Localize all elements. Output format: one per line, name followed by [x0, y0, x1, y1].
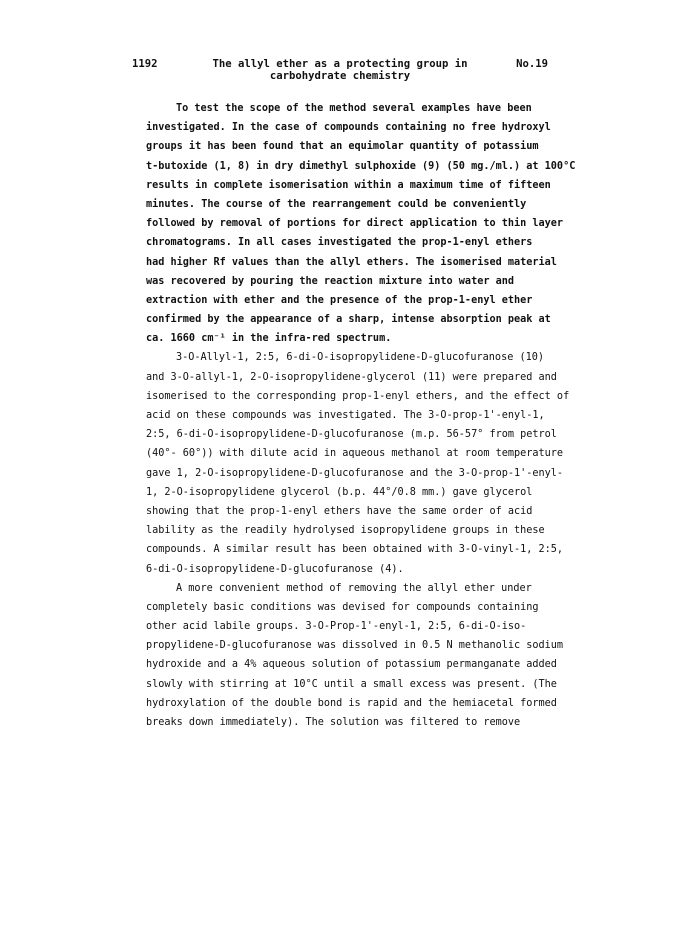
text-line: acid on these compounds was investigated. The 3-O-prop-1'-enyl-1,: [146, 410, 545, 421]
text-line: propylidene-D-glucofuranose was dissolved in 0.5 N methanolic sodium: [146, 640, 564, 652]
text-line: results in complete isomerisation within a maximum time of fifteen: [146, 179, 551, 191]
text-line: 6-di-O-isopropylidene-D-glucofuranose (4).: [146, 563, 404, 575]
text-line: extraction with ether and the presence of the prop-1-enyl ether: [146, 294, 533, 306]
page-number: 1192: [132, 58, 158, 70]
paragraph-3: [146, 579, 564, 733]
running-title-line-2: carbohydrate chemistry: [269, 70, 411, 82]
issue-number: No.19: [516, 58, 548, 70]
text-line: A more convenient method of removing the allyl ether under: [176, 582, 532, 594]
text-line: had higher Rf values than the allyl ethers. The isomerised material: [146, 256, 557, 268]
text-line: compounds. A similar result has been obtained with 3-O-vinyl-1, 2:5,: [146, 544, 564, 556]
text-line: other acid labile groups. 3-O-Prop-1'-enyl-1, 2:5, 6-di-O-iso-: [146, 621, 527, 633]
text-line: To test the scope of the method several examples have been: [176, 103, 532, 114]
text-line: minutes. The course of the rearrangement could be conveniently: [146, 198, 527, 210]
text-line: breaks down immediately). The solution was filtered to remove: [146, 717, 521, 728]
text-line: t-butoxide (1, 8) in dry dimethyl sulphoxide (9) (50 mg./ml.) at 100°C: [146, 160, 576, 172]
text-line: chromatograms. In all cases investigated the prop-1-enyl ethers: [146, 237, 533, 249]
text-line: investigated. In the case of compounds containing no free hydroxyl: [146, 122, 551, 134]
text-line: 3-O-Allyl-1, 2:5, 6-di-O-isopropylidene-D-glucofuranose (10): [176, 352, 545, 364]
text-line: confirmed by the appearance of a sharp, intense absorption peak at: [146, 314, 551, 326]
running-header: [132, 58, 548, 88]
running-title-line-1: The allyl ether as a protecting group in: [212, 58, 468, 70]
paragraph-1: [146, 99, 576, 348]
text-line: hydroxylation of the double bond is rapid and the hemiacetal formed: [146, 697, 557, 709]
text-line: hydroxide and a 4% aqueous solution of potassium permanganate added: [146, 659, 557, 671]
text-line: isomerised to the corresponding prop-1-enyl ethers, and the effect of: [146, 390, 570, 402]
text-line: 2:5, 6-di-O-isopropylidene-D-glucofuranose (m.p. 56-57° from petrol: [146, 429, 557, 441]
text-line: lability as the readily hydrolysed isopropylidene groups in these: [146, 525, 545, 537]
body-text: [146, 99, 576, 732]
text-line: gave 1, 2-O-isopropylidene-D-glucofuranose and the 3-O-prop-1'-enyl-: [146, 467, 564, 479]
text-line: (40°- 60°)) with dilute acid in aqueous methanol at room temperature: [146, 448, 564, 460]
paragraph-2: [146, 348, 570, 578]
text-line: ca. 1660 cm⁻¹ in the infra-red spectrum.: [146, 333, 392, 345]
text-line: 1, 2-O-isopropylidene glycerol (b.p. 44°/0.8 mm.) gave glycerol: [146, 486, 533, 498]
text-line: groups it has been found that an equimolar quantity of potassium: [146, 141, 539, 153]
text-line: showing that the prop-1-enyl ethers have the same order of acid: [146, 505, 533, 517]
text-line: followed by removal of portions for direct application to thin layer: [146, 218, 564, 230]
text-line: completely basic conditions was devised for compounds containing: [146, 601, 539, 613]
text-line: was recovered by pouring the reaction mixture into water and: [146, 275, 515, 287]
text-line: and 3-O-allyl-1, 2-O-isopropylidene-glycerol (11) were prepared and: [146, 371, 557, 383]
text-line: slowly with stirring at 10°C until a small excess was present. (The: [146, 678, 557, 690]
running-title: [192, 58, 488, 82]
